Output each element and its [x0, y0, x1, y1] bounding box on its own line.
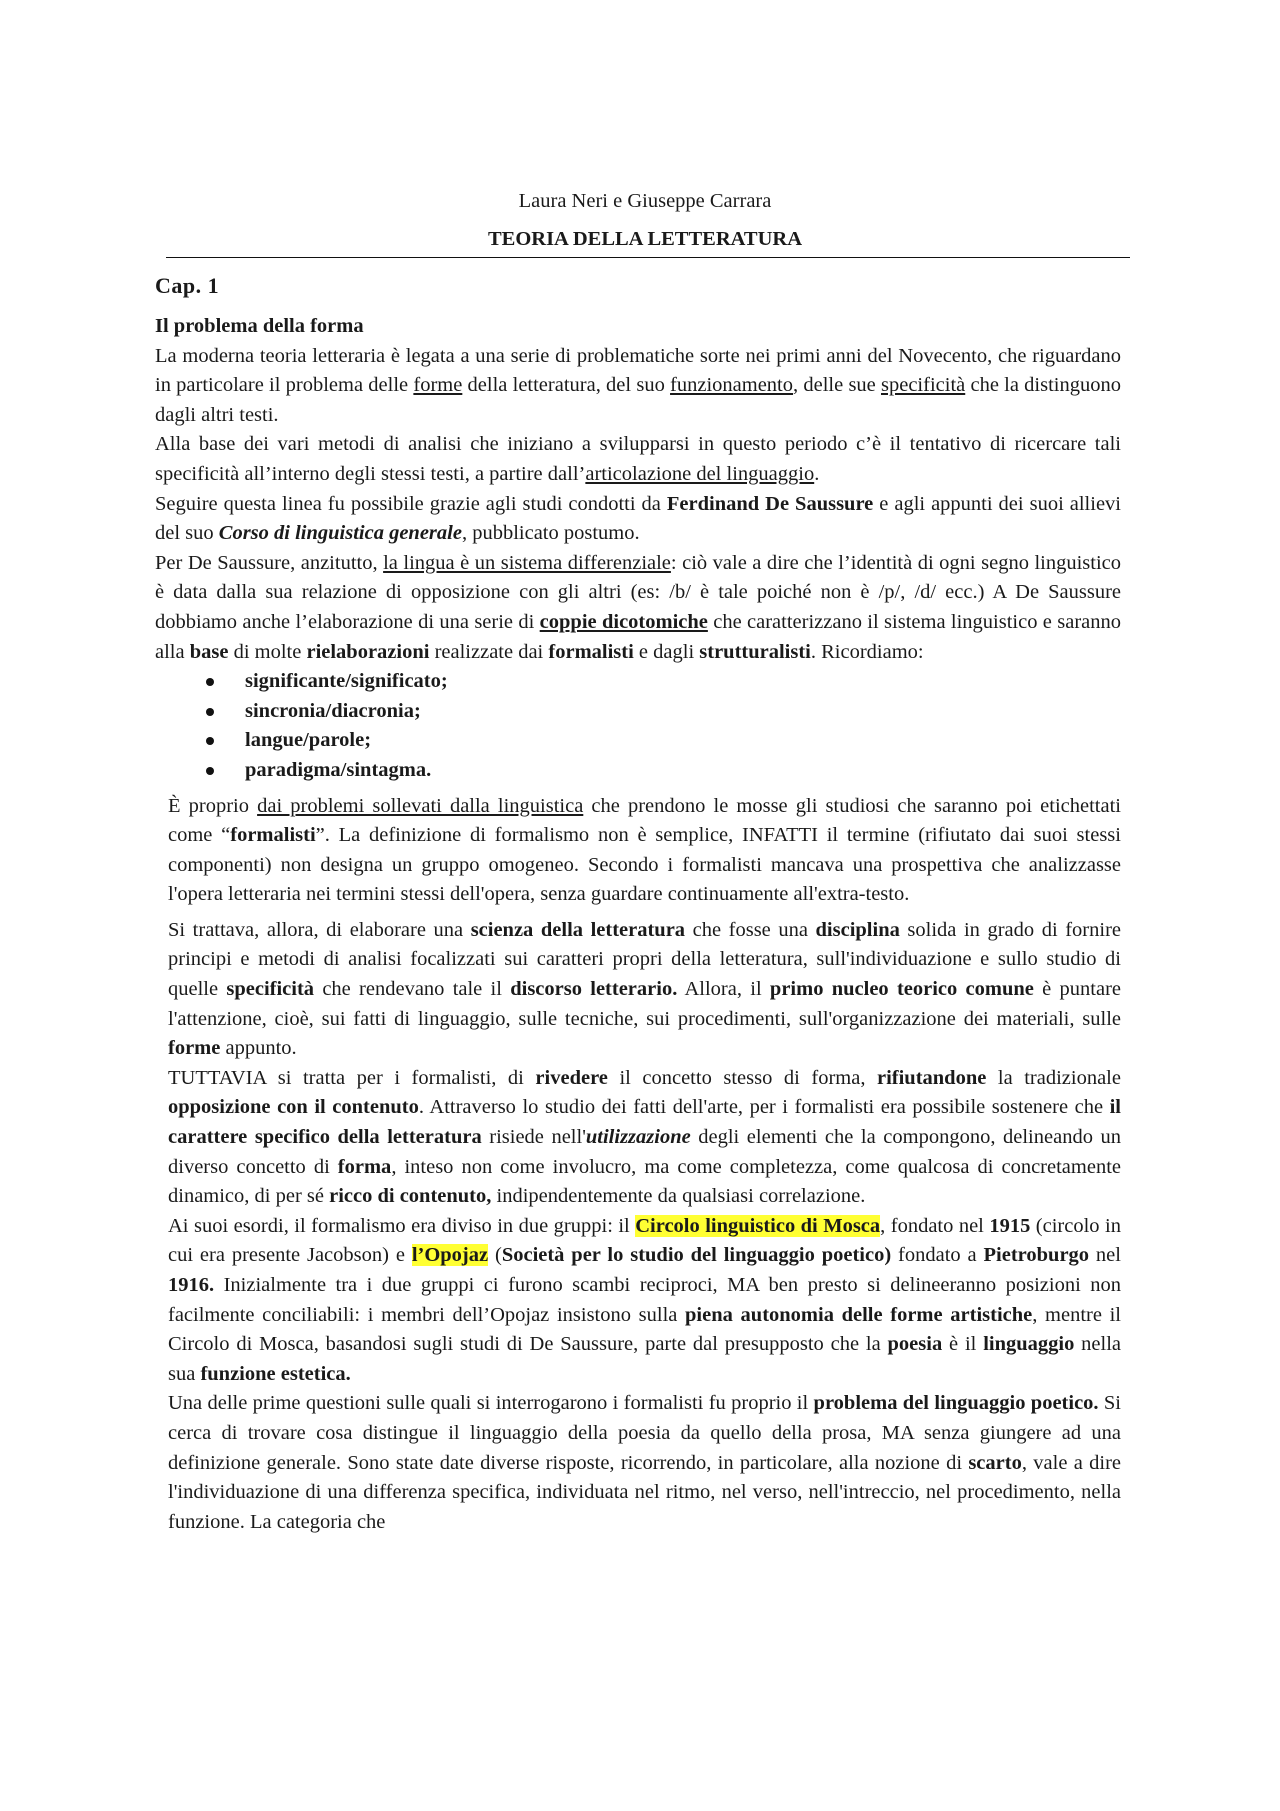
text-run: risiede nell': [481, 1126, 586, 1149]
text-run: , delle sue: [793, 374, 881, 397]
bold-text: rivedere: [535, 1066, 608, 1089]
list-item: paradigma/sintagma.: [245, 756, 1121, 786]
section-heading: Il problema della forma: [155, 315, 364, 337]
text-run: , fondato nel: [880, 1214, 990, 1237]
bold-text: Ferdinand De Saussure: [666, 492, 874, 515]
underlined-text: la lingua è un sistema differenziale: [383, 551, 671, 574]
text-run: La moderna teoria letteraria è legata a una serie di problematiche sorte nei primi anni del Novecento, che riguardano in particolare il problema delle: [155, 344, 1121, 397]
indented-section: [155, 792, 1121, 1538]
text-run: la tradizionale: [986, 1066, 1121, 1089]
paragraph-4: [168, 792, 1121, 910]
bold-text: forme: [168, 1037, 221, 1060]
bold-text: primo nucleo teorico comune: [769, 978, 1034, 1001]
text-run: e agli appunti dei suoi allievi del suo: [155, 492, 1121, 545]
text-run: Allora, il: [677, 978, 770, 1001]
paragraph-8: [168, 1389, 1121, 1537]
bold-italic-text: Corso di linguistica generale: [218, 522, 462, 545]
paragraph-3: [155, 549, 1121, 667]
underlined-text: forme: [413, 374, 463, 397]
bold-text: il carattere specifico della letteratura: [168, 1096, 1122, 1149]
bold-text: poesia: [887, 1333, 943, 1356]
bold-text: scarto: [968, 1451, 1022, 1474]
bold-text: 1915: [989, 1214, 1031, 1237]
chapter-label: Cap. 1: [155, 273, 220, 298]
text-run: .: [814, 462, 820, 485]
list-item: significante/significato;: [245, 667, 1121, 697]
text-run: Si cerca di trovare cosa distingue il linguaggio della poesia da quello della prosa, MA senza giungere ad una definizione generale. Sono state date diverse risposte, ricorrendo, in particolare, alla nozione di: [168, 1392, 1121, 1474]
list-item: langue/parole;: [245, 726, 1121, 756]
paragraph-2: [155, 430, 1121, 548]
bold-text: formalisti: [230, 824, 316, 847]
underlined-text: funzionamento: [670, 374, 794, 397]
text-run: il concetto stesso di forma,: [607, 1066, 877, 1089]
text-run: che rendevano tale il: [314, 978, 511, 1001]
text-run: Inizialmente tra i due gruppi ci furono scambi reciproci, MA ben presto si delineeranno posizioni non facilmente conciliabili: i membri dell’Opojaz insistono sulla: [168, 1274, 1121, 1326]
text-run: indipendentemente da qualsiasi correlazione.: [491, 1185, 866, 1208]
text-run: , mentre il Circolo di Mosca, basandosi sugli studi di De Saussure, parte dal presupposto che la: [168, 1303, 1121, 1356]
bold-text: strutturalisti: [699, 640, 811, 663]
bold-text: formalisti: [548, 640, 634, 663]
text-run: che la distinguono dagli altri testi.: [155, 374, 1121, 426]
text-run: . Ricordiamo:: [810, 640, 924, 663]
text-run: che fosse una: [685, 918, 816, 941]
text-run: Si trattava, allora, di elaborare una: [168, 918, 471, 941]
bold-text: 1916.: [168, 1274, 215, 1296]
text-run: degli elementi che la compongono, delineando un diverso concetto di: [168, 1126, 1121, 1178]
bold-underlined-text: coppie dicotomiche: [539, 610, 708, 633]
bold-text: discorso letterario.: [510, 978, 678, 1001]
text-run: nella sua: [168, 1333, 1121, 1385]
bold-text: base: [189, 640, 229, 663]
text-run: e dagli: [633, 640, 700, 663]
bold-text: problema del linguaggio poetico.: [813, 1392, 1099, 1415]
text-run: (circolo in cui era presente Jacobson) e: [168, 1214, 1121, 1267]
text-run: Seguire questa linea fu possibile grazie agli studi condotti da: [155, 492, 667, 515]
highlighted-text: l’Opojaz: [411, 1244, 489, 1267]
text-run: (: [488, 1244, 502, 1267]
text-run: solida in grado di fornire principi e metodi di analisi focalizzati sui caratteri propri della letteratura, sull'individuazione e sullo studio di quelle: [168, 918, 1122, 1001]
text-run: di molte: [228, 640, 307, 663]
paragraph-7: [168, 1212, 1121, 1390]
bold-text: scienza della letteratura: [470, 918, 686, 941]
text-run: , pubblicato postumo.: [461, 522, 640, 545]
text-run: Ai suoi esordi, il formalismo era diviso in due gruppi: il: [168, 1214, 636, 1237]
underlined-text: dai problemi sollevati dalla linguistica: [257, 794, 584, 817]
bold-text: opposizione con il contenuto: [168, 1096, 419, 1119]
bold-text: rifiutandone: [876, 1066, 987, 1089]
text-run: della letteratura, del suo: [462, 374, 671, 397]
text-run: nel: [1089, 1244, 1121, 1267]
text-run: Per De Saussure, anzitutto,: [155, 551, 384, 574]
text-run: ”. La definizione di formalismo non è semplice, INFATTI il termine (rifiutato dai suoi stessi componenti) non designa un gruppo omogeneo. Secondo i formalisti mancava una prospettiva che analizzasse l'opera letteraria nei termini stessi dell'opera, senza guardare continuamente all'extra-testo.: [168, 824, 1121, 906]
text-run: È proprio: [168, 794, 258, 817]
underlined-text: specificità: [881, 374, 966, 397]
highlighted-text: Circolo linguistico di Mosca: [635, 1214, 881, 1237]
bold-text: Società per lo studio del linguaggio poetico): [501, 1244, 892, 1267]
document-title: TEORIA DELLA LETTERATURA: [487, 228, 803, 250]
bold-text: disciplina: [815, 918, 900, 941]
text-run: che prendono le mosse gli studiosi che saranno poi etichettati come “: [168, 794, 1121, 847]
underlined-text: articolazione del linguaggio: [585, 462, 815, 485]
bold-text: linguaggio: [983, 1333, 1075, 1356]
text-run: è puntare l'attenzione, cioè, sui fatti di linguaggio, sulle tecniche, sui procedimenti, sull'organizzazione dei materiali, sulle: [168, 978, 1121, 1030]
bold-text: Pietroburgo: [983, 1244, 1090, 1267]
bold-text: ricco di contenuto,: [329, 1185, 492, 1208]
list-item: sincronia/diacronia;: [245, 697, 1121, 727]
text-run: , inteso non come involucro, ma come completezza, come qualcosa di concretamente dinamico, di per sé: [168, 1155, 1121, 1208]
bold-text: piena autonomia delle forme artistiche: [685, 1303, 1033, 1326]
text-run: appunto.: [220, 1037, 297, 1060]
text-run: che caratterizzano il sistema linguistico e saranno alla: [155, 610, 1121, 663]
text-run: , vale a dire l'individuazione di una differenza specifica, individuata nel ritmo, nel verso, nell'intreccio, nel procedimento, nella funzione. La categoria che: [168, 1451, 1121, 1533]
bold-text: specificità: [226, 978, 315, 1001]
bold-italic-text: utilizzazione: [585, 1126, 691, 1149]
bold-text: forma: [337, 1155, 392, 1178]
authors-line: Laura Neri e Giuseppe Carrara: [518, 190, 772, 212]
paragraph-5: [168, 916, 1121, 1064]
text-run: Una delle prime questioni sulle quali si interrogarono i formalisti fu proprio il: [168, 1392, 814, 1415]
document-body: [155, 312, 1121, 1537]
title-rule: [166, 257, 1130, 258]
text-run: è il: [942, 1333, 984, 1356]
bold-text: rielaborazioni: [306, 640, 430, 663]
text-run: realizzate dai: [429, 640, 549, 663]
dichotomy-list: [155, 667, 1121, 785]
text-run: . Attraverso lo studio dei fatti dell'arte, per i formalisti era possibile sostenere che: [418, 1096, 1110, 1119]
paragraph-6: [168, 1064, 1121, 1212]
bold-text: funzione estetica.: [200, 1362, 351, 1385]
text-run: fondato a: [891, 1244, 984, 1267]
text-run: : ciò vale a dire che l’identità di ogni segno linguistico è data dalla sua relazione di opposizione con gli altri (es: /b/ è tale poiché non è /p/, /d/ ecc.) A De Saussure dobbiamo anche l’elaborazione di una serie di: [155, 551, 1121, 633]
text-run: TUTTAVIA si tratta per i formalisti, di: [168, 1066, 536, 1089]
paragraph-1: [155, 342, 1121, 431]
text-run: Alla base dei vari metodi di analisi che iniziano a svilupparsi in questo periodo c’è il tentativo di ricercare tali specificità all’interno degli stessi testi, a partire dall’: [155, 433, 1121, 485]
